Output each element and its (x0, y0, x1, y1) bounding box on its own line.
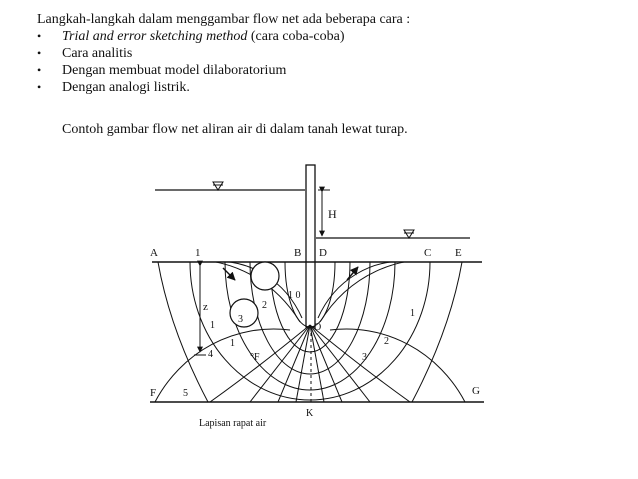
label-2-left: 2 (262, 300, 267, 311)
label-10: 1 0 (288, 290, 301, 301)
label-C: C (424, 247, 432, 259)
label-z: z (203, 301, 208, 313)
impermeable-caption: Lapisan rapat air (199, 418, 267, 429)
example-caption: Contoh gambar flow net aliran air di dalam tanah lewat turap. (62, 122, 408, 137)
flow-element-circle (251, 262, 279, 290)
heading-text: Langkah-langkah dalam menggambar flow net ada beberapa cara : (37, 12, 411, 27)
method-text: Dengan analogi listrik. (62, 80, 190, 95)
label-4: 4 (208, 349, 213, 360)
label-5: 5 (183, 388, 188, 399)
label-B: B (294, 247, 302, 259)
label-3-circle: 3 (238, 314, 243, 325)
bullet-icon: • (37, 29, 42, 43)
bullet-icon: • (37, 63, 42, 77)
label-1-right: 1 (410, 308, 415, 319)
water-level-icon (213, 182, 223, 190)
bullet-icon: • (37, 46, 42, 60)
method-text: (cara coba-coba) (247, 29, 345, 44)
arrow-icon (223, 268, 235, 280)
label-O: O (314, 322, 322, 333)
label-3-right: 3 (362, 352, 367, 363)
label-K: K (306, 408, 314, 419)
sheet-pile (306, 165, 315, 327)
label-2-right: 2 (384, 336, 389, 347)
label-1-top: 1 (195, 247, 201, 259)
flow-element-circle (230, 299, 258, 327)
label-G: G (472, 385, 480, 397)
label-D: D (319, 247, 327, 259)
label-E: E (455, 247, 462, 259)
label-1-lower: 1 (230, 338, 235, 349)
label-F: F (150, 387, 157, 399)
method-text: Cara analitis (62, 46, 133, 61)
bullet-icon: • (37, 80, 42, 94)
label-H: H (328, 207, 337, 221)
label-1-left: 1 (210, 320, 215, 331)
water-level-icon (404, 230, 414, 238)
method-text: Dengan membuat model dilaboratorium (62, 63, 287, 78)
label-F-point: °F (250, 352, 260, 363)
method-italic: Trial and error sketching method (62, 29, 248, 44)
label-A: A (150, 247, 158, 259)
